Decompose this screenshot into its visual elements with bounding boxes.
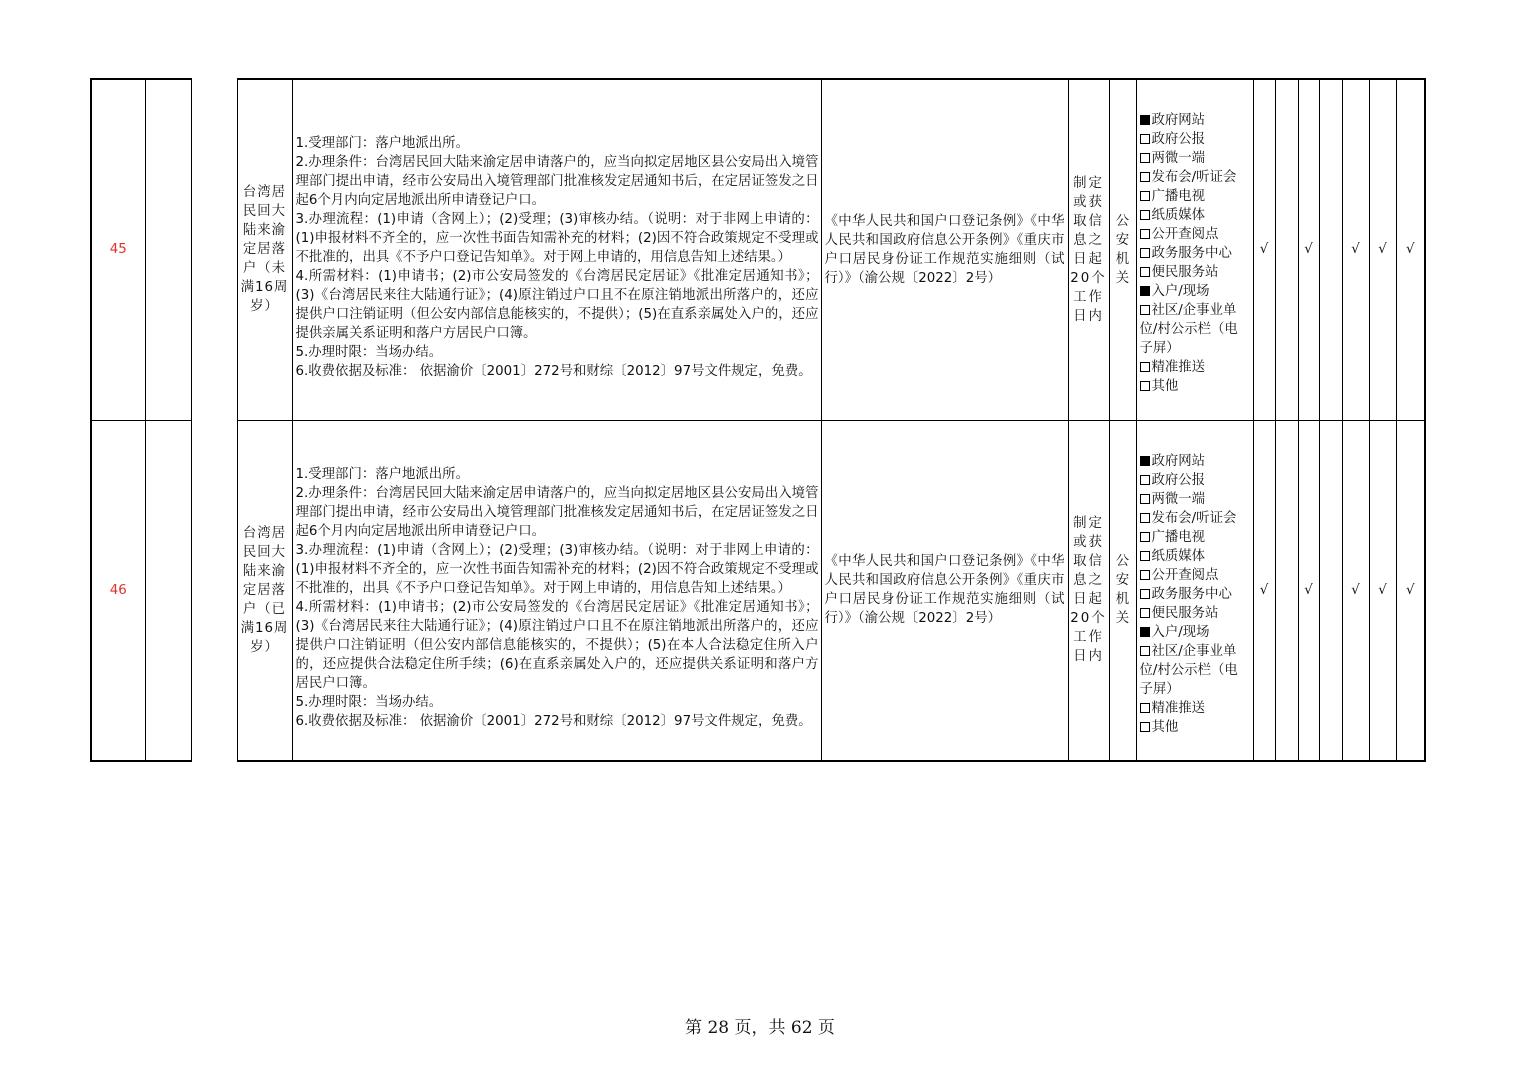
channel-label: 政府网站 (1151, 113, 1206, 129)
unchecked-box-icon (1140, 362, 1150, 372)
checked-box-icon (1140, 286, 1150, 296)
disclosure-subject: 公安机关 (1109, 420, 1136, 761)
page-footer: 第 28 页，共 62 页 (685, 1018, 835, 1038)
content-line: 4.所需材料：(1)申请书；(2)市公安局签发的《台湾居民定居证》《批准定居通知书》；(3)《台湾居民来往大陆通行证》；(4)原注销过户口且不在原注销地派出所落户的，还应提供户口注销证明（但公安内部信息能核实的，不提供）；(5)在直系亲属处入户的，还应提供亲属关系证明和落户方居民户口簿。 (295, 269, 819, 342)
channel-option (1140, 168, 1251, 187)
channel-option (1140, 585, 1251, 604)
channel-option (1140, 149, 1251, 168)
content-line: 3.办理流程：(1)申请（含网上）；(2)受理；(3)审核办结。（说明：对于非网上申请的：(1)申报材料不齐全的，应一次性书面告知需补充的材料；(2)因不符合政策规定不受理或不批准的，出具《不予户口登记告知单》。对于网上申请的，用信息告知上述结果。） (295, 543, 819, 597)
channel-label: 精准推送 (1151, 700, 1206, 716)
checkmark-cell: √ (1253, 420, 1275, 761)
content-line: 5.办理时限：当场办结。 (295, 695, 443, 711)
channel-option (1140, 490, 1251, 509)
channel-label: 纸质媒体 (1151, 208, 1206, 224)
checkmark-cell (1275, 79, 1298, 420)
channel-label: 其他 (1151, 379, 1179, 395)
item-name: 台湾居民回大陆来渝定居落户（未满16周岁） (237, 79, 292, 420)
channel-label: 社区/企事业单位/村公示栏（电子屏） (1139, 643, 1238, 697)
checkmark-cell (1319, 420, 1342, 761)
checkmark-cell: √ (1342, 420, 1369, 761)
channel-option (1140, 301, 1251, 358)
category-cell-a (145, 79, 191, 420)
unchecked-box-icon (1140, 134, 1150, 144)
channel-label: 广播电视 (1151, 189, 1206, 205)
unchecked-box-icon (1140, 532, 1150, 542)
legal-basis: 《中华人民共和国户口登记条例》《中华人民共和国政府信息公开条例》《重庆市户口居民身份证工作规范实施细则（试行）》（渝公规〔2022〕2号） (821, 79, 1068, 420)
channel-label: 政府网站 (1151, 453, 1206, 469)
channel-option (1140, 358, 1251, 377)
unchecked-box-icon (1140, 513, 1150, 523)
channel-label: 发布会/听证会 (1151, 510, 1237, 526)
channel-option (1140, 642, 1251, 699)
disclosure-time: 制定或获取信息之日起20个工作日内 (1068, 420, 1109, 761)
column-gap (191, 79, 237, 420)
unchecked-box-icon (1140, 551, 1150, 561)
checkmark-cell: √ (1342, 79, 1369, 420)
channel-label: 社区/企事业单位/村公示栏（电子屏） (1139, 303, 1238, 357)
content-line: 6.收费依据及标准： 依据渝价〔2001〕272号和财综〔2012〕97号文件规定，免费。 (295, 364, 812, 380)
unchecked-box-icon (1140, 646, 1150, 656)
channel-option (1140, 718, 1251, 737)
channel-option (1140, 225, 1251, 244)
channel-option (1140, 187, 1251, 206)
channel-label: 政务服务中心 (1151, 246, 1232, 262)
unchecked-box-icon (1140, 570, 1150, 580)
item-content (292, 79, 821, 420)
channel-option (1140, 566, 1251, 585)
content-line: 2.办理条件：台湾居民回大陆来渝定居申请落户的，应当向拟定居地区县公安局出入境管理部门提出申请，经市公安局出入境管理部门批准核发定居通知书后，在定居证签发之日起6个月内向定居地派出所申请登记户口。 (295, 486, 819, 540)
checked-box-icon (1140, 627, 1150, 637)
channel-label: 两微一端 (1151, 151, 1206, 167)
channel-option (1140, 282, 1251, 301)
channel-option (1140, 111, 1251, 130)
table-row (91, 420, 1425, 761)
checked-box-icon (1140, 115, 1150, 125)
channel-label: 纸质媒体 (1151, 548, 1206, 564)
legal-basis: 《中华人民共和国户口登记条例》《中华人民共和国政府信息公开条例》《重庆市户口居民身份证工作规范实施细则（试行）》（渝公规〔2022〕2号） (821, 420, 1068, 761)
channel-label: 精准推送 (1151, 360, 1206, 376)
unchecked-box-icon (1140, 172, 1150, 182)
checkmark-cell: √ (1369, 79, 1396, 420)
checkmark-cell: √ (1298, 420, 1319, 761)
channel-option (1140, 547, 1251, 566)
item-content (292, 420, 821, 761)
unchecked-box-icon (1140, 191, 1150, 201)
checkmark-cell (1319, 79, 1342, 420)
content-line: 1.受理部门：落户地派出所。 (295, 136, 469, 152)
channel-label: 发布会/听证会 (1151, 170, 1237, 186)
channel-label: 便民服务站 (1151, 605, 1219, 621)
unchecked-box-icon (1140, 229, 1150, 239)
sequence-number: 45 (91, 79, 145, 420)
disclosure-table (90, 78, 1426, 762)
content-line: 1.受理部门：落户地派出所。 (295, 467, 469, 483)
unchecked-box-icon (1140, 475, 1150, 485)
channel-label: 政务服务中心 (1151, 586, 1232, 602)
content-line: 2.办理条件：台湾居民回大陆来渝定居申请落户的，应当向拟定居地区县公安局出入境管理部门提出申请，经市公安局出入境管理部门批准核发定居通知书后，在定居证签发之日起6个月内向定居地派出所申请登记户口。 (295, 155, 819, 209)
channel-option (1140, 604, 1251, 623)
channel-option (1140, 452, 1251, 471)
content-line: 6.收费依据及标准： 依据渝价〔2001〕272号和财综〔2012〕97号文件规定，免费。 (295, 714, 812, 730)
unchecked-box-icon (1140, 722, 1150, 732)
channel-label: 入户/现场 (1151, 624, 1210, 640)
channel-option (1140, 699, 1251, 718)
channel-label: 其他 (1151, 719, 1179, 735)
checked-box-icon (1140, 456, 1150, 466)
disclosure-subject: 公安机关 (1109, 79, 1136, 420)
channel-option (1140, 263, 1251, 282)
checkmark-cell: √ (1298, 79, 1319, 420)
unchecked-box-icon (1140, 153, 1150, 163)
channel-label: 政府公报 (1151, 132, 1206, 148)
channel-label: 公开查阅点 (1151, 567, 1219, 583)
sequence-number: 46 (91, 420, 145, 761)
unchecked-box-icon (1140, 703, 1150, 713)
checkmark-cell: √ (1253, 79, 1275, 420)
unchecked-box-icon (1140, 589, 1150, 599)
channel-label: 两微一端 (1151, 491, 1206, 507)
column-gap (191, 420, 237, 761)
channel-label: 政府公报 (1151, 472, 1206, 488)
content-line: 5.办理时限：当场办结。 (295, 345, 443, 361)
checkmark-cell (1275, 420, 1298, 761)
unchecked-box-icon (1140, 267, 1150, 277)
unchecked-box-icon (1140, 608, 1150, 618)
disclosure-channels (1136, 79, 1253, 420)
content-line: 3.办理流程：(1)申请（含网上）；(2)受理；(3)审核办结。（说明：对于非网上申请的：(1)申报材料不齐全的，应一次性书面告知需补充的材料；(2)因不符合政策规定不受理或不批准的，出具《不予户口登记告知单》。对于网上申请的，用信息告知上述结果。） (295, 212, 819, 266)
item-name: 台湾居民回大陆来渝定居落户（已满16周岁） (237, 420, 292, 761)
unchecked-box-icon (1140, 494, 1150, 504)
checkmark-cell: √ (1369, 420, 1396, 761)
channel-option (1140, 471, 1251, 490)
category-cell-a (145, 420, 191, 761)
channel-label: 公开查阅点 (1151, 227, 1219, 243)
channel-option (1140, 244, 1251, 263)
disclosure-channels (1136, 420, 1253, 761)
unchecked-box-icon (1140, 381, 1150, 391)
unchecked-box-icon (1140, 305, 1150, 315)
checkmark-cell: √ (1396, 420, 1425, 761)
table-row (91, 79, 1425, 420)
content-line: 4.所需材料：(1)申请书；(2)市公安局签发的《台湾居民定居证》《批准定居通知书》；(3)《台湾居民来往大陆通行证》；(4)原注销过户口且不在原注销地派出所落户的，还应提供户口注销证明（但公安内部信息能核实的，不提供）；(5)在本人合法稳定住所入户的，还应提供合法稳定住所手续；(6)在直系亲属处入户的，还应提供关系证明和落户方居民户口簿。 (295, 600, 819, 692)
channel-label: 广播电视 (1151, 529, 1206, 545)
channel-option (1140, 509, 1251, 528)
unchecked-box-icon (1140, 210, 1150, 220)
channel-option (1140, 206, 1251, 225)
channel-label: 入户/现场 (1151, 284, 1210, 300)
checkmark-cell: √ (1396, 79, 1425, 420)
unchecked-box-icon (1140, 248, 1150, 258)
disclosure-time: 制定或获取信息之日起20个工作日内 (1068, 79, 1109, 420)
channel-option (1140, 623, 1251, 642)
channel-label: 便民服务站 (1151, 265, 1219, 281)
channel-option (1140, 130, 1251, 149)
channel-option (1140, 377, 1251, 396)
channel-option (1140, 528, 1251, 547)
